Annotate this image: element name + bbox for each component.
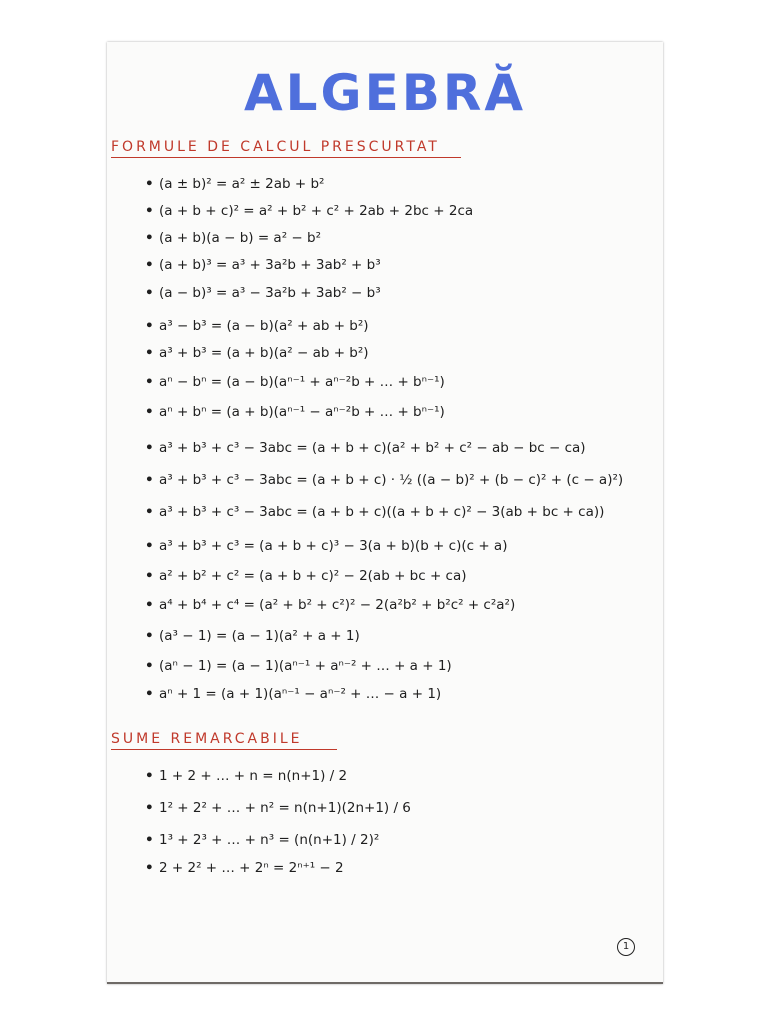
formula-item: • a³ + b³ + c³ − 3abc = (a + b + c)(a² + b² + c² − ab − bc − ca) xyxy=(159,440,586,456)
section-heading-sume: SUME REMARCABILE xyxy=(111,731,337,750)
formula-item: • aⁿ + bⁿ = (a + b)(aⁿ⁻¹ − aⁿ⁻²b + … + bⁿ⁻¹) xyxy=(159,404,445,420)
formula-item: • a² + b² + c² = (a + b + c)² − 2(ab + bc + ca) xyxy=(159,568,467,584)
formula-item: • (aⁿ − 1) = (a − 1)(aⁿ⁻¹ + aⁿ⁻² + … + a + 1) xyxy=(159,658,452,674)
formula-item: • (a³ − 1) = (a − 1)(a² + a + 1) xyxy=(159,628,360,644)
formula-item: • a³ + b³ + c³ − 3abc = (a + b + c)((a + b + c)² − 3(ab + bc + ca)) xyxy=(159,504,604,520)
sum-item: • 1³ + 2³ + … + n³ = (n(n+1) / 2)² xyxy=(159,832,379,848)
section-heading-formule: FORMULE DE CALCUL PRESCURTAT xyxy=(111,139,461,158)
formula-item: • a³ + b³ + c³ − 3abc = (a + b + c) · ½ ((a − b)² + (b − c)² + (c − a)²) xyxy=(159,472,623,488)
formula-item: • aⁿ − bⁿ = (a − b)(aⁿ⁻¹ + aⁿ⁻²b + … + bⁿ⁻¹) xyxy=(159,374,445,390)
formula-item: • (a + b)(a − b) = a² − b² xyxy=(159,230,321,246)
formula-item: • (a + b + c)² = a² + b² + c² + 2ab + 2bc + 2ca xyxy=(159,203,473,219)
formula-item: • (a + b)³ = a³ + 3a²b + 3ab² + b³ xyxy=(159,257,381,273)
formula-item: • a³ + b³ + c³ = (a + b + c)³ − 3(a + b)(b + c)(c + a) xyxy=(159,538,507,554)
formula-item: • (a ± b)² = a² ± 2ab + b² xyxy=(159,176,324,192)
sum-item: • 1² + 2² + … + n² = n(n+1)(2n+1) / 6 xyxy=(159,800,411,816)
formula-item: • aⁿ + 1 = (a + 1)(aⁿ⁻¹ − aⁿ⁻² + … − a + 1) xyxy=(159,686,441,702)
sum-item: • 1 + 2 + … + n = n(n+1) / 2 xyxy=(159,768,347,784)
formula-item: • a⁴ + b⁴ + c⁴ = (a² + b² + c²)² − 2(a²b² + b²c² + c²a²) xyxy=(159,597,515,613)
page-title: ALGEBRĂ xyxy=(243,64,527,122)
formula-item: • a³ + b³ = (a + b)(a² − ab + b²) xyxy=(159,345,369,361)
formula-item: • a³ − b³ = (a − b)(a² + ab + b²) xyxy=(159,318,369,334)
formula-item: • (a − b)³ = a³ − 3a²b + 3ab² − b³ xyxy=(159,285,381,301)
notebook-page xyxy=(107,42,663,984)
sum-item: • 2 + 2² + … + 2ⁿ = 2ⁿ⁺¹ − 2 xyxy=(159,860,344,876)
page-number: 1 xyxy=(617,938,635,956)
